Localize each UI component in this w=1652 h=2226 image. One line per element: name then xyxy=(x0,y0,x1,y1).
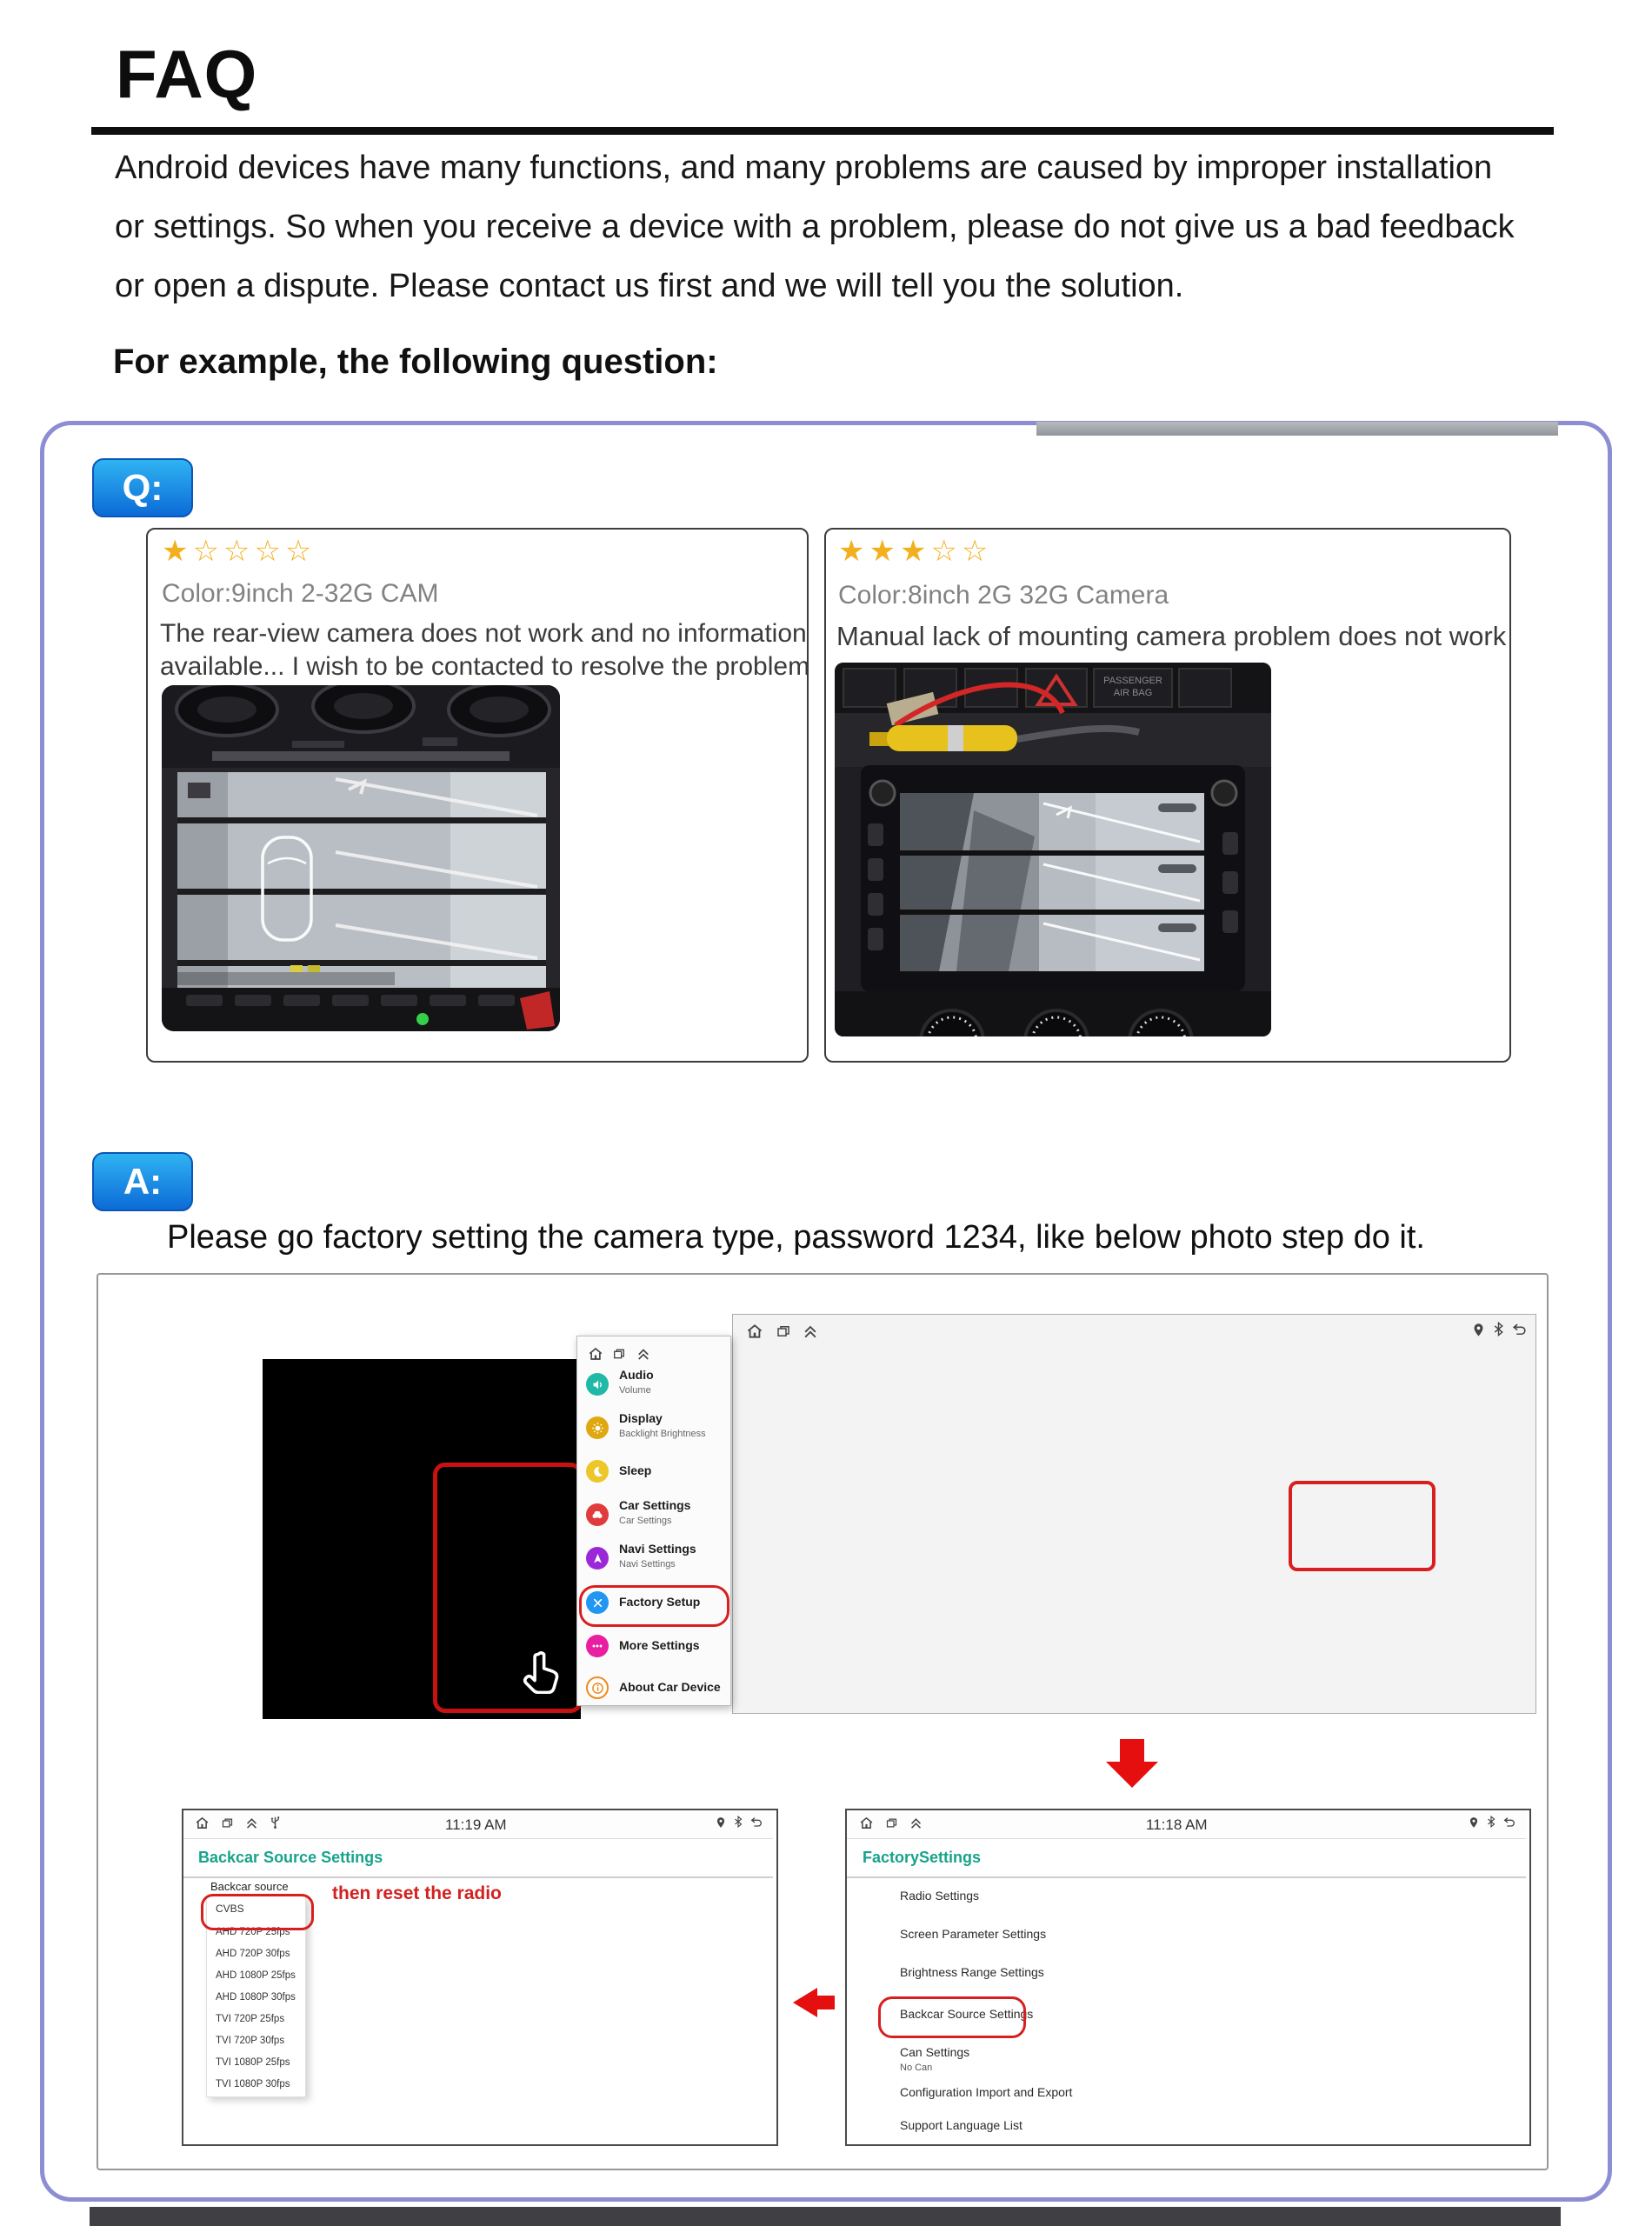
menu-item-label: Display xyxy=(619,1411,663,1425)
menu-item-sub: Navi Settings xyxy=(619,1559,676,1570)
review-text-line: The rear-view camera does not work and no information xyxy=(160,619,807,648)
answer-text: Please go factory setting the camera type, password 1234, like below photo step do it. xyxy=(167,1219,1425,1256)
reset-radio-annotation: then reset the radio xyxy=(332,1883,502,1903)
home-icon[interactable] xyxy=(746,1323,763,1340)
car-icon xyxy=(586,1503,609,1526)
source-option[interactable]: TVI 1080P 25fps xyxy=(216,2057,290,2068)
review-photo-1 xyxy=(162,685,560,1031)
intro-line-2: or settings. So when you receive a device with a problem, please do not give us a bad feedback xyxy=(115,209,1515,245)
fs-item-backcar-source[interactable]: Backcar Source Settings xyxy=(900,2007,1034,2021)
review-text-line: Manual lack of mounting camera problem does not work xyxy=(836,621,1507,651)
review-photo-2 xyxy=(835,663,1271,1036)
fs-item-brightness-range[interactable]: Brightness Range Settings xyxy=(900,1965,1044,1979)
answer-badge: A: xyxy=(92,1152,193,1211)
next-section-edge xyxy=(90,2207,1561,2226)
source-option[interactable]: AHD 1080P 25fps xyxy=(216,1970,296,1981)
backcar-source-highlight-outline xyxy=(878,1996,1026,2038)
navigation-arrow-icon xyxy=(586,1547,609,1570)
moon-icon xyxy=(586,1460,609,1483)
location-pin-icon xyxy=(1468,1816,1480,1829)
menu-item-sub: Backlight Brightness xyxy=(619,1429,706,1439)
bluetooth-icon xyxy=(1491,1322,1506,1336)
menu-item-car-settings[interactable] xyxy=(586,1496,725,1534)
intro-line-1: Android devices have many functions, and many problems are caused by improper installation xyxy=(115,150,1493,186)
menu-item-sub: Volume xyxy=(619,1385,651,1396)
fs-item-can-sub: No Can xyxy=(900,2063,933,2073)
red-arrow-left-head xyxy=(793,1988,817,2017)
bluetooth-icon xyxy=(1485,1816,1497,1828)
menu-item-label: More Settings xyxy=(619,1638,700,1652)
menu-item-about-car-device[interactable] xyxy=(586,1669,725,1707)
chevron-up-icon[interactable] xyxy=(909,1816,923,1830)
divider xyxy=(183,1876,773,1878)
passenger-label: PASSENGER xyxy=(1103,676,1162,686)
star-rating: ★★★☆☆ xyxy=(838,535,993,568)
location-pin-icon xyxy=(1471,1323,1486,1337)
factory-setup-highlight-outline xyxy=(579,1585,729,1627)
brightness-icon xyxy=(586,1416,609,1439)
window-icon[interactable] xyxy=(221,1816,234,1829)
menu-item-label: Audio xyxy=(619,1368,654,1382)
window-icon[interactable] xyxy=(885,1816,898,1829)
home-icon[interactable] xyxy=(195,1816,210,1830)
window-icon[interactable] xyxy=(612,1347,626,1361)
source-option[interactable]: TVI 720P 30fps xyxy=(216,2036,285,2046)
red-arrow-down xyxy=(1120,1739,1144,1763)
star-rating: ★☆☆☆☆ xyxy=(162,535,316,568)
review-color-label: Color:9inch 2-32G CAM xyxy=(162,579,439,608)
location-pin-icon xyxy=(715,1816,727,1829)
menu-item-label: Car Settings xyxy=(619,1498,691,1512)
menu-item-label: Sleep xyxy=(619,1463,652,1477)
speaker-icon xyxy=(586,1373,609,1396)
divider xyxy=(847,1876,1526,1878)
title-rule xyxy=(91,127,1554,135)
question-badge: Q: xyxy=(92,458,193,517)
backcar-source-label: Backcar source xyxy=(210,1880,289,1893)
image-remnant-strip xyxy=(1036,422,1558,436)
section-subtitle: For example, the following question: xyxy=(113,343,718,381)
fs-item-support-language[interactable]: Support Language List xyxy=(900,2118,1023,2132)
screen-title: Backcar Source Settings xyxy=(198,1849,383,1866)
chevron-up-icon[interactable] xyxy=(244,1816,259,1830)
status-clock: 11:18 AM xyxy=(1146,1816,1208,1833)
chevron-up-icon[interactable] xyxy=(636,1346,651,1362)
page-title: FAQ xyxy=(116,36,258,112)
menu-item-label: Factory Setup xyxy=(619,1595,701,1609)
menu-item-more-settings[interactable] xyxy=(586,1627,725,1665)
back-arrow-icon[interactable] xyxy=(1502,1816,1516,1829)
back-arrow-icon[interactable] xyxy=(1511,1322,1528,1338)
back-arrow-icon[interactable] xyxy=(749,1816,763,1829)
review-color-label: Color:8inch 2G 32G Camera xyxy=(838,581,1169,610)
car-head-unit-wiring-photo xyxy=(835,663,1271,1036)
touch-hand-icon xyxy=(520,1649,565,1694)
source-option[interactable]: AHD 720P 30fps xyxy=(216,1949,290,1959)
menu-item-navi-settings[interactable] xyxy=(586,1539,725,1577)
fs-item-radio-settings[interactable]: Radio Settings xyxy=(900,1889,980,1903)
menu-item-label: Navi Settings xyxy=(619,1542,696,1556)
menu-item-audio[interactable] xyxy=(586,1365,725,1403)
menu-item-sub: Car Settings xyxy=(619,1516,672,1526)
chevron-up-icon[interactable] xyxy=(802,1323,819,1340)
menu-item-display[interactable] xyxy=(586,1409,725,1447)
bluetooth-icon xyxy=(732,1816,744,1828)
fs-item-screen-parameter[interactable]: Screen Parameter Settings xyxy=(900,1927,1047,1941)
source-option[interactable]: TVI 720P 25fps xyxy=(216,2014,285,2024)
intro-line-3: or open a dispute. Please contact us first and we will tell you the solution. xyxy=(115,268,1184,304)
window-icon[interactable] xyxy=(776,1323,791,1339)
red-arrow-down-head xyxy=(1106,1762,1158,1788)
car-dashboard-360-camera-photo xyxy=(162,685,560,1031)
fs-item-config-import-export[interactable]: Configuration Import and Export xyxy=(900,2085,1073,2099)
home-icon[interactable] xyxy=(859,1816,874,1830)
source-option[interactable]: AHD 1080P 30fps xyxy=(216,1992,296,2003)
menu-item-label: About Car Device xyxy=(619,1680,721,1694)
more-dots-icon xyxy=(586,1635,609,1657)
status-clock: 11:19 AM xyxy=(445,1816,507,1833)
screen-title: FactorySettings xyxy=(863,1849,982,1866)
red-arrow-left xyxy=(816,1996,835,2009)
source-option[interactable]: TVI 1080P 30fps xyxy=(216,2079,290,2089)
airbag-label: AIR BAG xyxy=(1113,688,1153,698)
review-text-line: available... I wish to be contacted to resolve the problem xyxy=(160,652,810,681)
source-option-cvbs[interactable]: CVBS xyxy=(216,1903,244,1915)
ok-highlight-outline xyxy=(1289,1481,1436,1571)
home-icon[interactable] xyxy=(588,1346,603,1362)
fs-item-can-settings[interactable]: Can Settings xyxy=(900,2045,970,2059)
menu-item-sleep[interactable] xyxy=(586,1452,725,1490)
source-option[interactable]: AHD 720P 25fps xyxy=(216,1927,290,1937)
usb-icon xyxy=(268,1815,283,1829)
info-icon xyxy=(586,1676,609,1699)
